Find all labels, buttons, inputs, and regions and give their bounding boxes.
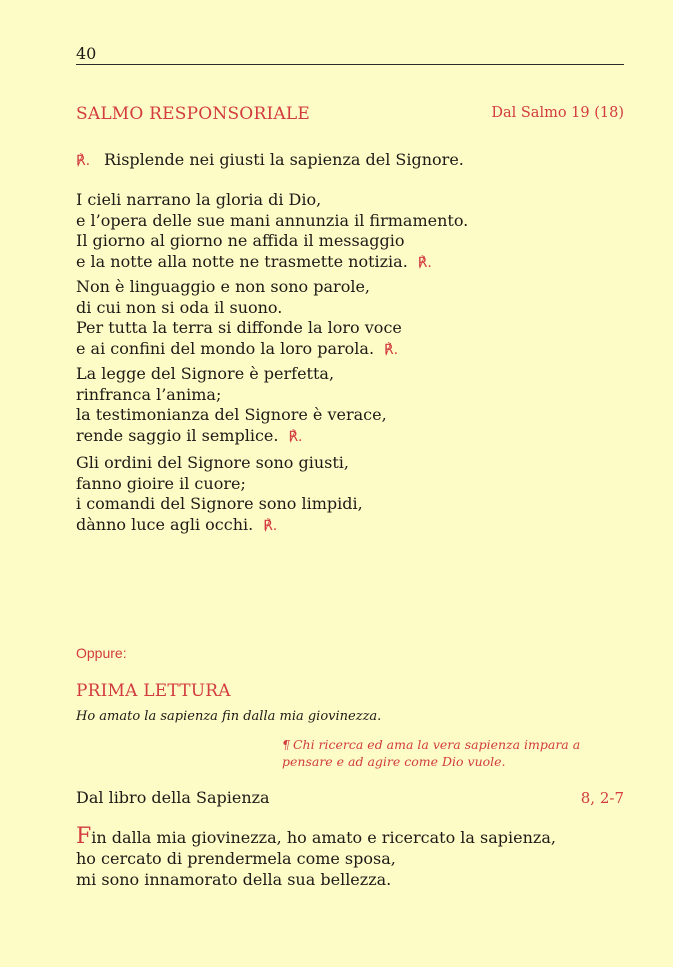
verse-line: Gli ordini del Signore sono giusti,	[76, 453, 349, 472]
psalm-refrain	[76, 150, 464, 169]
psalm-stanza	[76, 277, 402, 360]
verse-line: e l’opera delle sue mani annunzia il firmamento.	[76, 210, 469, 230]
verse-line	[76, 252, 468, 274]
refrain-text: Risplende nei giusti la sapienza del Signore.	[104, 150, 464, 169]
reading-note	[282, 736, 632, 770]
verse-line: I cieli narrano la gloria di Dio,	[76, 190, 322, 209]
psalm-source: Dal Salmo 19 (18)	[491, 105, 624, 121]
verse-line: di cui non si oda il suono.	[76, 297, 283, 317]
verse-line	[76, 515, 363, 537]
response-symbol: ℟.	[384, 341, 399, 358]
verse-line: Il giorno al giorno ne affida il messaggio	[76, 231, 405, 250]
response-symbol: ℟.	[263, 517, 278, 534]
psalm-stanza	[76, 190, 468, 273]
alternative-label: Oppure:	[76, 645, 127, 661]
psalm-stanza	[76, 364, 387, 447]
verse-line-text: e la notte alla notte ne trasmette notizia.	[76, 251, 408, 271]
response-symbol: ℟.	[288, 428, 303, 445]
verse-line: la testimonianza del Signore è verace,	[76, 405, 387, 424]
verse-line	[76, 339, 402, 361]
verse-line: fanno gioire il cuore;	[76, 473, 246, 493]
verse-line-text: dànno luce agli occhi.	[76, 514, 254, 534]
response-symbol: ℟.	[417, 254, 432, 271]
book-reference: 8, 2-7	[580, 789, 624, 807]
page-number: 40	[76, 44, 97, 63]
reading-heading: PRIMA LETTURA	[76, 681, 231, 701]
verse-line-text: rende saggio il semplice.	[76, 425, 279, 445]
book-title: Dal libro della Sapienza	[76, 788, 270, 807]
reading-first-line	[76, 826, 556, 848]
verse-line-text: e ai confini del mondo la loro parola.	[76, 338, 375, 358]
reading-text	[76, 826, 556, 890]
reading-line: mi sono innamorato della sua bellezza.	[76, 870, 392, 889]
reading-subtitle: Ho amato la sapienza fin dalla mia giovinezza.	[76, 709, 382, 724]
verse-line: Per tutta la terra si diffonde la loro voce	[76, 318, 402, 337]
reading-line: ho cercato di prendermela come sposa,	[76, 849, 396, 868]
reading-note-text: Chi ricerca ed ama la vera sapienza impara a pensare e ad agire come Dio vuole.	[282, 737, 581, 769]
response-symbol: ℟.	[76, 153, 91, 169]
verse-line: rinfranca l’anima;	[76, 384, 222, 404]
verse-line	[76, 426, 387, 448]
psalm-stanza	[76, 453, 363, 536]
dropcap: F	[76, 824, 92, 849]
verse-line: La legge del Signore è perfetta,	[76, 364, 335, 383]
verse-line: i comandi del Signore sono limpidi,	[76, 494, 363, 513]
reading-line-text: in dalla mia giovinezza, ho amato e ricercato la sapienza,	[91, 828, 556, 847]
note-mark-icon: ¶	[282, 737, 290, 752]
header-rule	[76, 64, 624, 65]
psalm-heading: SALMO RESPONSORIALE	[76, 104, 310, 124]
verse-line: Non è linguaggio e non sono parole,	[76, 277, 371, 296]
